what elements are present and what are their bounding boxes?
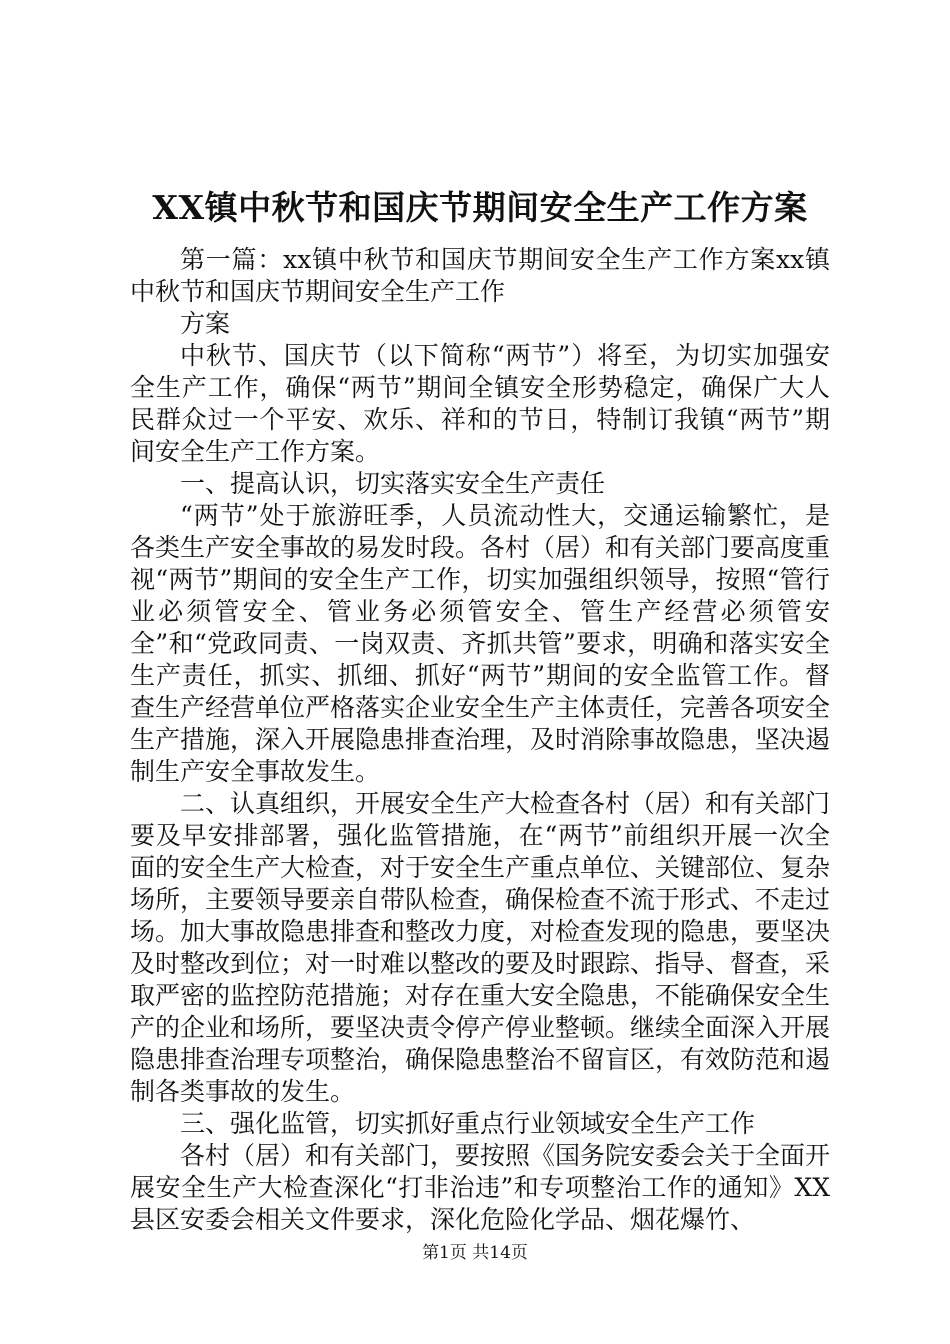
document-title: XX镇中秋节和国庆节期间安全生产工作方案 [152,188,808,227]
paragraph-section-2: 二、认真组织，开展安全生产大检查各村（居）和有关部门要及早安排部署，强化监管措施，在“两节”前组织开展一次全面的安全生产大检查，对于安全生产重点单位、关键部位、复杂场所，主要领导要亲自带队检查，确保检查不流于形式、不走过场。加大事故隐患排查和整改力度，对检查发现的隐患，要坚决及时整改到位；对一时难以整改的要及时跟踪、指导、督查，采取严密的监控防范措施；对存在重大安全隐患，不能确保安全生产的企业和场所，要坚决责令停产停业整顿。继续全面深入开展隐患排查治理专项整治，确保隐患整治不留盲区，有效防范和遏制各类事故的发生。 [130,789,831,1106]
page-number-footer: 第1页 共14页 [422,1243,528,1263]
paragraph-intro-heading: 第一篇：xx镇中秋节和国庆节期间安全生产工作方案xx镇中秋节和国庆节期间安全生产工作 [130,245,830,306]
document-body [130,244,830,1236]
paragraph-section-1: “两节”处于旅游旺季，人员流动性大，交通运输繁忙，是各类生产安全事故的易发时段。各村（居）和有关部门要高度重视“两节”期间的安全生产工作，切实加强组织领导，按照“管行业必须管安全、管业务必须管安全、管生产经营必须管安全”和“党政同责、一岗双责、齐抓共管”要求，明确和落实安全生产责任，抓实、抓细、抓好“两节”期间的安全监管工作。督查生产经营单位严格落实企业安全生产主体责任，完善各项安全生产措施，深入开展隐患排查治理，及时消除事故隐患，坚决遏制生产安全事故发生。 [130,501,831,786]
document-page [130,178,830,1236]
section-heading-3: 三、强化监管，切实抓好重点行业领域安全生产工作 [180,1109,756,1138]
section-heading-1: 一、提高认识，切实落实安全生产责任 [180,469,606,498]
paragraph-intro-heading-cont: 方案 [180,309,231,338]
paragraph-section-3: 各村（居）和有关部门，要按照《国务院安委会关于全面开展安全生产大检查深化“打非治违”和专项整治工作的通知》XX县区安委会相关文件要求，深化危险化学品、烟花爆竹、 [130,1141,831,1234]
paragraph-preamble: 中秋节、国庆节（以下简称“两节”）将至，为切实加强安全生产工作，确保“两节”期间全镇安全形势稳定，确保广大人民群众过一个平安、欢乐、祥和的节日，特制订我镇“两节”期间安全生产工作方案。 [130,341,830,466]
